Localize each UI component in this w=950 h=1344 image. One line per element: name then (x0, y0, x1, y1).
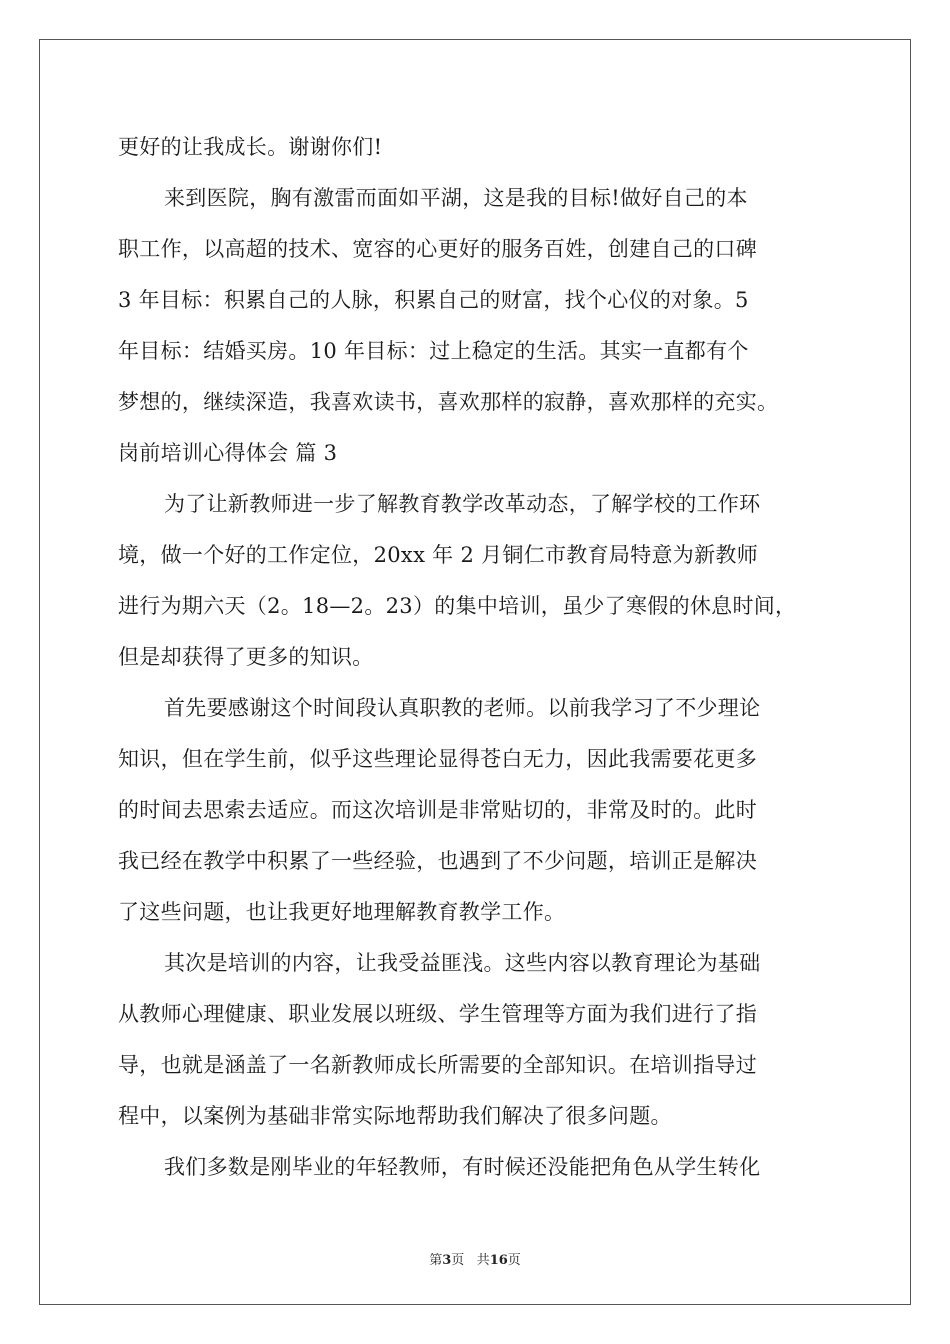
text-line: 更好的让我成长。谢谢你们! (118, 135, 383, 159)
total-prefix: 共 (476, 1253, 490, 1268)
text-line: 了这些问题，也让我更好地理解教育教学工作。 (118, 900, 566, 924)
page-number: 3 (442, 1253, 452, 1268)
text-line: 的时间去思索去适应。而这次培训是非常贴切的，非常及时的。此时 (118, 798, 757, 822)
text-line: 其次是培训的内容，让我受益匪浅。这些内容以教育理论为基础 (164, 951, 761, 975)
text-line: 我已经在教学中积累了一些经验，也遇到了不少问题，培训正是解决 (118, 849, 757, 873)
text-line: 梦想的，继续深造，我喜欢读书，喜欢那样的寂静，喜欢那样的充实。 (118, 390, 779, 414)
text-line: 年目标：结婚买房。10 年目标：过上稳定的生活。其实一直都有个 (118, 339, 749, 363)
text-line: 但是却获得了更多的知识。 (118, 645, 374, 669)
page-footer (0, 1249, 950, 1268)
text-line: 导，也就是涵盖了一名新教师成长所需要的全部知识。在培训指导过 (118, 1053, 757, 1077)
text-line: 从教师心理健康、职业发展以班级、学生管理等方面为我们进行了指 (118, 1002, 757, 1026)
text-line: 为了让新教师进一步了解教育教学改革动态，了解学校的工作环 (164, 492, 761, 516)
text-line: 职工作，以高超的技术、宽容的心更好的服务百姓，创建自己的口碑 (118, 237, 757, 261)
text-line: 知识，但在学生前，似乎这些理论显得苍白无力，因此我需要花更多 (118, 747, 757, 771)
page-prefix: 第 (429, 1253, 443, 1268)
text-line: 进行为期六天（2。18—2。23）的集中培训，虽少了寒假的休息时间， (118, 594, 797, 618)
text-line: 3 年目标：积累自己的人脉，积累自己的财富，找个心仪的对象。5 (118, 288, 749, 312)
text-line: 首先要感谢这个时间段认真职教的老师。以前我学习了不少理论 (164, 696, 761, 720)
section-heading: 岗前培训心得体会 篇 3 (118, 441, 338, 465)
text-line: 来到医院，胸有激雷而面如平湖，这是我的目标!做好自己的本 (164, 186, 748, 210)
total-suffix: 页 (507, 1253, 521, 1268)
text-line: 我们多数是刚毕业的年轻教师，有时候还没能把角色从学生转化 (164, 1155, 761, 1179)
text-line: 境，做一个好的工作定位，20xx 年 2 月铜仁市教育局特意为新教师 (118, 543, 758, 567)
total-pages: 16 (489, 1253, 508, 1268)
page-suffix: 页 (451, 1253, 465, 1268)
text-line: 程中，以案例为基础非常实际地帮助我们解决了很多问题。 (118, 1104, 672, 1128)
